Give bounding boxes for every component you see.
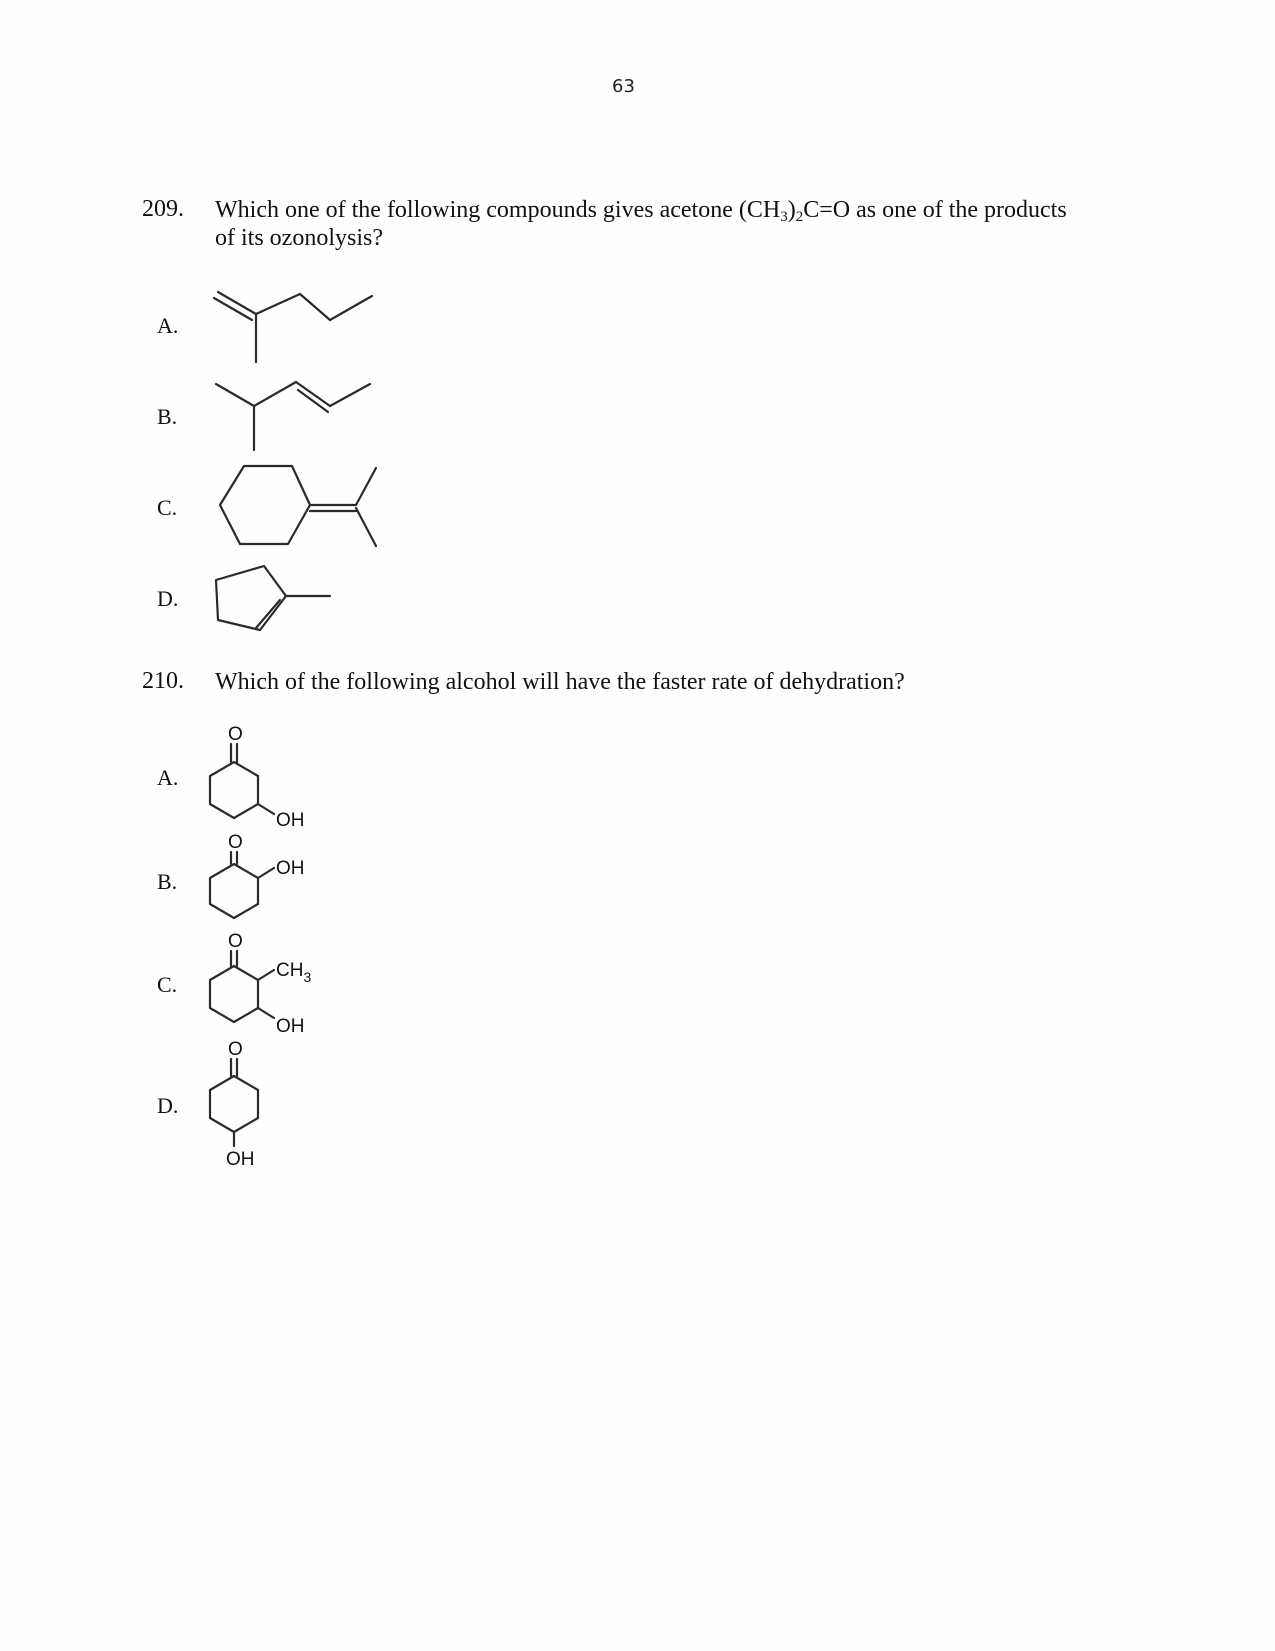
q210-a-oxygen-label: O bbox=[228, 724, 243, 745]
q210-b-oxygen-label: O bbox=[228, 832, 243, 853]
q210-option-c-label: C. bbox=[157, 972, 178, 997]
question-text-209-part3: C=O as one of the products bbox=[803, 197, 1067, 223]
q210-a-hydroxyl-label: OH bbox=[276, 810, 305, 831]
q209-option-c-label: C. bbox=[157, 495, 178, 520]
q210-c-methyl-text: CH bbox=[276, 960, 304, 981]
q209-option-d-label: D. bbox=[157, 586, 179, 611]
question-text-209 bbox=[215, 196, 1115, 252]
question-text-209-part2: ) bbox=[787, 197, 796, 223]
question-text-210: Which of the following alcohol will have the faster rate of dehydration? bbox=[215, 669, 905, 695]
question-text-209-sub1: 3 bbox=[780, 209, 788, 225]
q209-option-a-label: A. bbox=[157, 313, 179, 338]
q210-b-hydroxyl-label: OH bbox=[276, 858, 305, 879]
q210-option-c-structure bbox=[200, 928, 330, 1040]
q210-d-hydroxyl-label: OH bbox=[226, 1149, 255, 1170]
q209-option-c-structure bbox=[210, 460, 390, 560]
question-text-209-line2: of its ozonolysis? bbox=[215, 225, 383, 251]
question-number-210: 210. bbox=[142, 668, 184, 694]
q209-option-b-structure bbox=[200, 372, 390, 462]
question-text-209-sub2: 2 bbox=[795, 209, 804, 225]
q210-c-methyl-subscript: 3 bbox=[303, 969, 312, 985]
q210-option-d-label: D. bbox=[157, 1093, 179, 1118]
q210-option-d-structure bbox=[200, 1036, 330, 1176]
q209-option-a-structure bbox=[200, 280, 390, 370]
q210-option-b-label: B. bbox=[157, 869, 178, 894]
q210-option-b-structure bbox=[200, 826, 330, 926]
q209-option-b-label: B. bbox=[157, 404, 178, 429]
q210-d-oxygen-label: O bbox=[228, 1039, 243, 1060]
q210-c-methyl-label bbox=[276, 960, 311, 985]
q210-c-oxygen-label: O bbox=[228, 931, 243, 952]
page-number: 63 bbox=[612, 76, 635, 97]
q209-option-d-structure bbox=[210, 560, 350, 640]
question-number-209: 209. bbox=[142, 196, 184, 222]
q210-option-a-label: A. bbox=[157, 765, 179, 790]
q210-c-hydroxyl-label: OH bbox=[276, 1016, 305, 1037]
q210-option-a-structure bbox=[200, 718, 330, 836]
question-text-209-part1: Which one of the following compounds gives acetone (CH bbox=[215, 197, 781, 223]
